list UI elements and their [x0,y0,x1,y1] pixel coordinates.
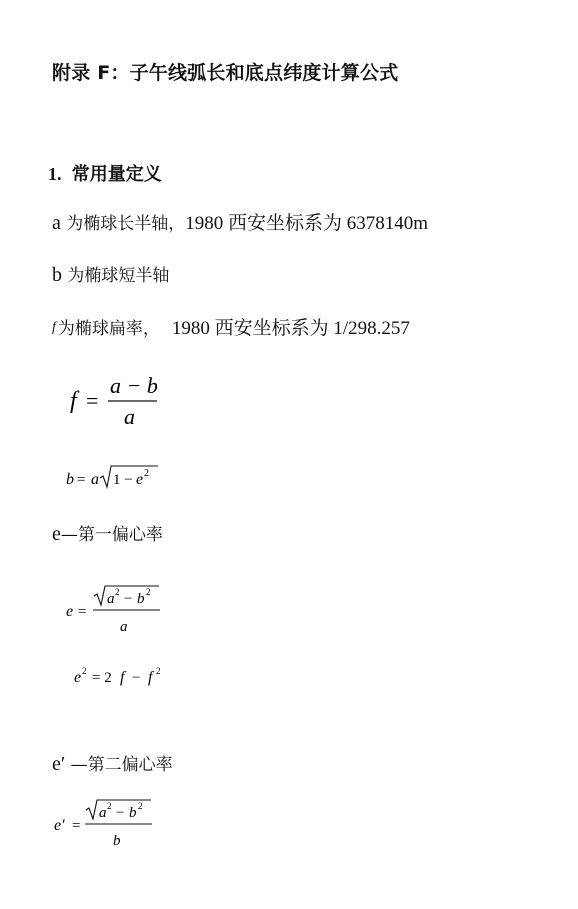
symbol-a: a [52,212,61,234]
formula-e-a: a [107,591,115,607]
formula-esq-f: f [120,669,125,686]
formula-e-b: b [137,591,145,607]
formula-ep-minus: − [116,805,125,821]
definition-e [52,520,163,546]
formula-esq-minus: − [132,670,141,686]
formula-e-lhs: e [66,603,74,620]
formula-esq-f2: f [148,669,153,686]
formula-b [62,460,182,494]
definition-f-text: 为椭球扁率， [57,319,160,339]
formula-e-equals: = [78,604,87,620]
formula-b-e: e [136,471,144,488]
formula-e-squared [72,660,192,692]
formula-f-numerator: a − b [110,373,158,398]
formula-e-minus: − [124,591,133,607]
formula-e-denominator: a [120,619,128,635]
symbol-e: e [52,523,61,545]
formula-e [62,582,182,640]
formula-b-radicand: 1 − [113,472,133,488]
section-title: 常用量定义 [71,164,162,185]
formula-ep-denominator: b [113,833,121,849]
section-heading [48,160,162,186]
appendix-title: 附录 F：子午线弧长和底点纬度计算公式 [52,62,399,84]
formula-esq-exp: 2 [82,666,87,676]
definition-e-text: —第一偏心率 [60,525,163,545]
symbol-b: b [52,264,62,286]
definition-f-value: 1980 西安坐标系为 1/298.257 [171,318,410,339]
formula-ep-lhs: e′ [54,817,65,834]
formula-f [60,368,170,430]
symbol-e-prime: e′ [52,753,66,775]
section-number: 1. [48,164,62,184]
formula-b-equals: = [77,472,86,488]
definition-a-value: 1980 西安坐标系为 6378140m [185,213,429,234]
formula-f-equals: = [86,388,99,413]
definition-b [52,261,169,287]
formula-ep-b: b [129,805,137,821]
formula-ep-a: a [99,805,107,821]
definition-e-prime-text: —第二偏心率 [65,755,173,775]
formula-f-lhs: f [70,388,77,414]
formula-e-b-exp: 2 [146,587,151,597]
definition-b-text: 为椭球短半轴 [62,266,170,286]
formula-e-prime [50,796,180,854]
formula-f-denominator: a [124,404,135,429]
formula-esq-equals: = 2 [92,670,112,686]
formula-b-a: a [91,471,99,488]
definition-a [52,208,428,235]
definition-f [52,313,410,340]
formula-esq-f2-exp: 2 [156,666,161,676]
formula-b-lhs: b [66,471,74,488]
symbol-f: f [52,320,56,335]
formula-b-exponent: 2 [144,468,149,479]
formula-esq-e: e [74,669,82,686]
formula-e-a-exp: 2 [115,587,120,597]
definition-e-prime [52,750,173,776]
definition-a-text: 为椭球长半轴， [60,214,186,234]
formula-ep-equals: = [72,818,81,834]
formula-ep-a-exp: 2 [107,801,112,811]
formula-ep-b-exp: 2 [138,801,143,811]
